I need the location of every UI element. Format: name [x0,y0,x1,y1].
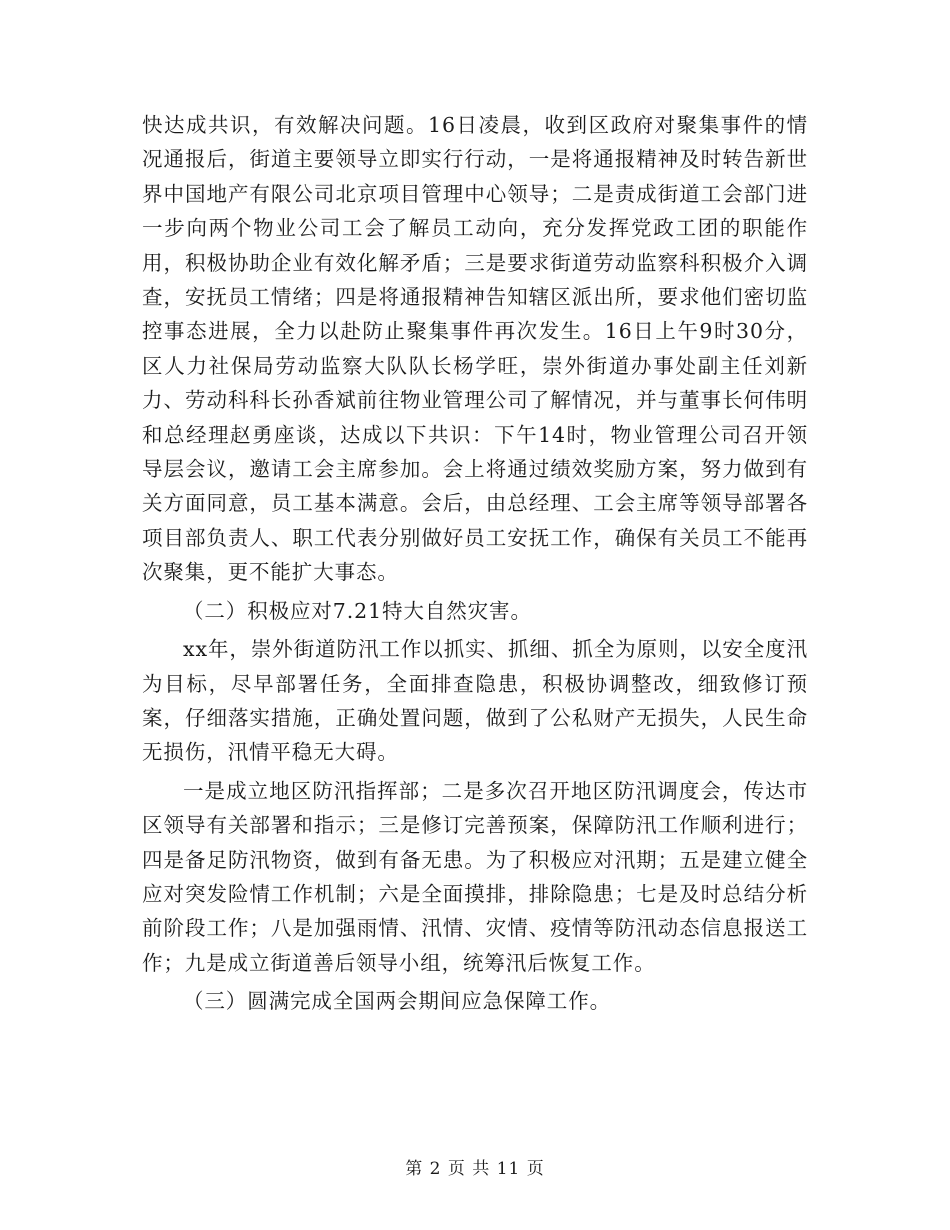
document-body [142,108,808,1019]
section-heading-two-sessions: （三）圆满完成全国两会期间应急保障工作。 [183,989,611,1014]
page-number-footer: 第 2 页 共 11 页 [405,1159,545,1179]
paragraph-flood-measures: 一是成立地区防汛指挥部；二是多次召开地区防汛调度会，传达市区领导有关部署和指示；三是修订完善预案，保障防汛工作顺利进行；四是备足防汛物资，做到有备无患。为了积极应对汛期；五是建立健全应对突发险情工作机制；六是全面摸排，排除隐患；七是及时总结分析前阶段工作；八是加强雨情、汛情、灾情、疫情等防汛动态信息报送工作；九是成立街道善后领导小组，统筹汛后恢复工作。 [142,778,808,975]
paragraph-incident-response: 快达成共识，有效解决问题。16日凌晨，收到区政府对聚集事件的情况通报后，街道主要领导立即实行行动，一是将通报精神及时转告新世界中国地产有限公司北京项目管理中心领导；二是责成街道工会部门进一步向两个物业公司工会了解员工动向，充分发挥党政工团的职能作用，积极协助企业有效化解矛盾；三是要求街道劳动监察科积极介入调查，安抚员工情绪；四是将通报精神告知辖区派出所，要求他们密切监控事态进展，全力以赴防止聚集事件再次发生。16日上午9时30分，区人力社保局劳动监察大队队长杨学旺，崇外街道办事处副主任刘新力、劳动科科长孙香斌前往物业管理公司了解情况，并与董事长何伟明和总经理赵勇座谈，达成以下共识：下午14时，物业管理公司召开领导层会议，邀请工会主席参加。会上将通过绩效奖励方案，努力做到有关方面同意，员工基本满意。会后，由总经理、工会主席等领导部署各项目部负责人、职工代表分别做好员工安抚工作，确保有关员工不能再次聚集，更不能扩大事态。 [142,113,808,585]
section-heading-flood-response: （二）积极应对7.21特大自然灾害。 [183,598,532,623]
paragraph-flood-summary: xx年，崇外街道防汛工作以抓实、抓细、抓全为原则，以安全度汛为目标，尽早部署任务，全面排查隐患，积极协调整改，细致修订预案，仔细落实措施，正确处置问题，做到了公私财产无损失，人民生命无损伤，汛情平稳无大碍。 [142,637,808,765]
